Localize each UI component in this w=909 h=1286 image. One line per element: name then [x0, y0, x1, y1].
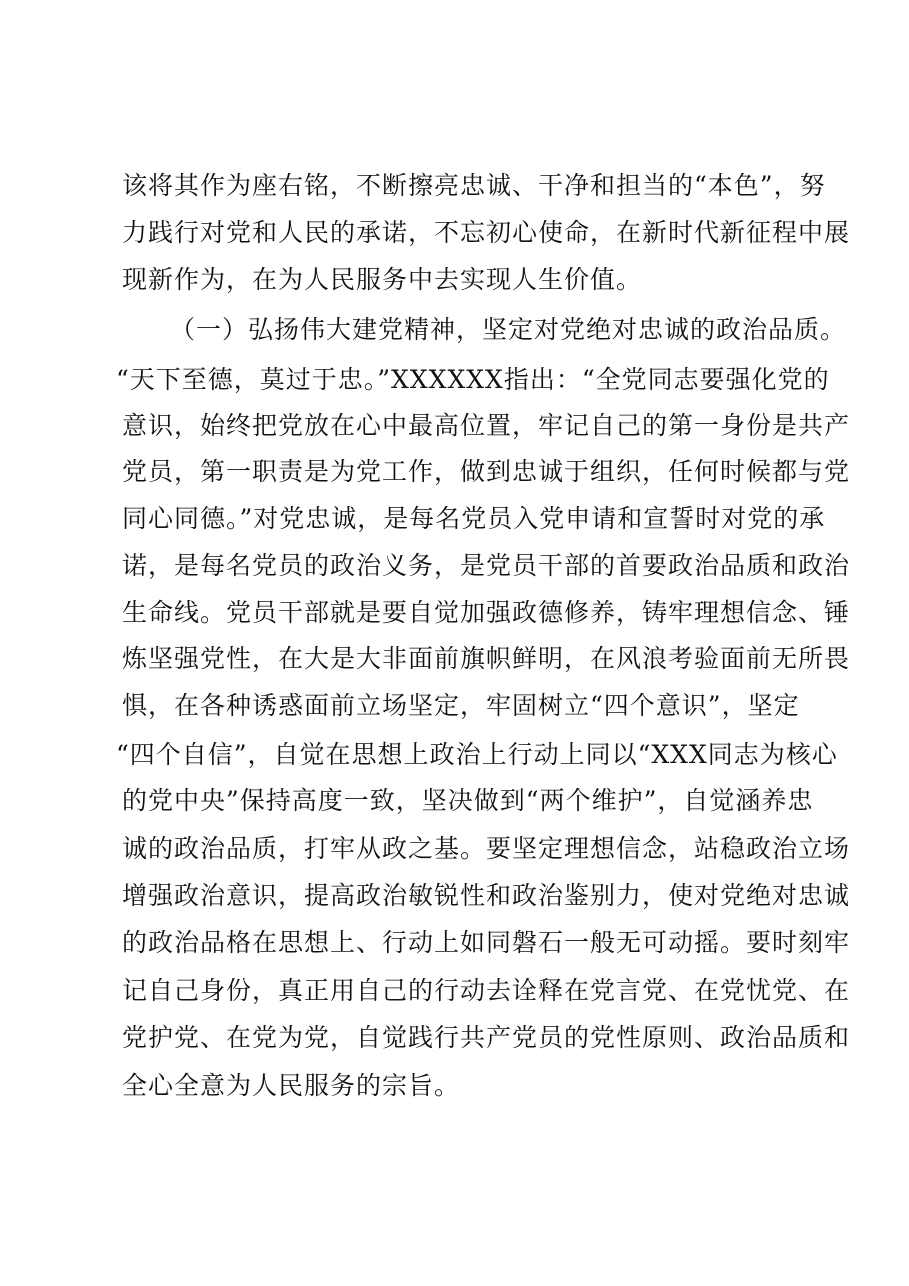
text-line-13: “四个自信”，自觉在思想上政治上行动上同以“XXX同志为核心 — [116, 740, 838, 769]
text-line-12: 惧，在各种诱惑面前立场坚定，牢固树立“四个意识”，坚定 — [122, 691, 800, 720]
text-line-7: 党员，第一职责是为党工作，做到忠诚于组织，任何时候都与党 — [122, 457, 851, 486]
text-line-1: 该将其作为座右铭，不断擦亮忠诚、干净和担当的“本色”，努 — [122, 171, 826, 200]
text-line-20: 全心全意为人民服务的宗旨。 — [122, 1071, 461, 1100]
text-line-10: 生命线。党员干部就是要自觉加强政德修养，铸牢理想信念、锤 — [122, 598, 851, 627]
text-line-3: 现新作为，在为人民服务中去实现人生价值。 — [122, 265, 643, 294]
text-line-6: 意识，始终把党放在心中最高位置，牢记自己的第一身份是共产 — [122, 411, 851, 440]
text-line-5: “天下至德，莫过于忠。”XXXXXX指出：“全党同志要强化党的 — [116, 365, 830, 394]
text-line-15: 诚的政治品质，打牢从政之基。要坚定理想信念，站稳政治立场 — [122, 834, 851, 863]
text-line-11: 炼坚强党性，在大是大非面前旗帜鲜明，在风浪考验面前无所畏 — [122, 644, 851, 673]
text-line-14: 的党中央”保持高度一致，坚决做到“两个维护”，自觉涵养忠 — [122, 786, 814, 815]
text-line-2: 力践行对党和人民的承诺，不忘初心使命，在新时代新征程中展 — [122, 218, 851, 247]
text-line-17: 的政治品格在思想上、行动上如同磐石一般无可动摇。要时刻牢 — [122, 928, 851, 957]
text-line-16: 增强政治意识，提高政治敏锐性和政治鉴别力，使对党绝对忠诚 — [122, 881, 851, 910]
section-heading: （一）弘扬伟大建党精神，坚定对党绝对忠诚的政治品质。 — [170, 315, 847, 344]
text-line-18: 记自己身份，真正用自己的行动去诠释在党言党、在党忧党、在 — [122, 976, 851, 1005]
text-line-19: 党护党、在党为党，自觉践行共产党员的党性原则、政治品质和 — [122, 1023, 851, 1052]
text-line-8: 同心同德。”对党忠诚，是每名党员入党申请和宣誓时对党的承 — [122, 504, 826, 533]
text-line-9: 诺，是每名党员的政治义务，是党员干部的首要政治品质和政治 — [122, 551, 851, 580]
